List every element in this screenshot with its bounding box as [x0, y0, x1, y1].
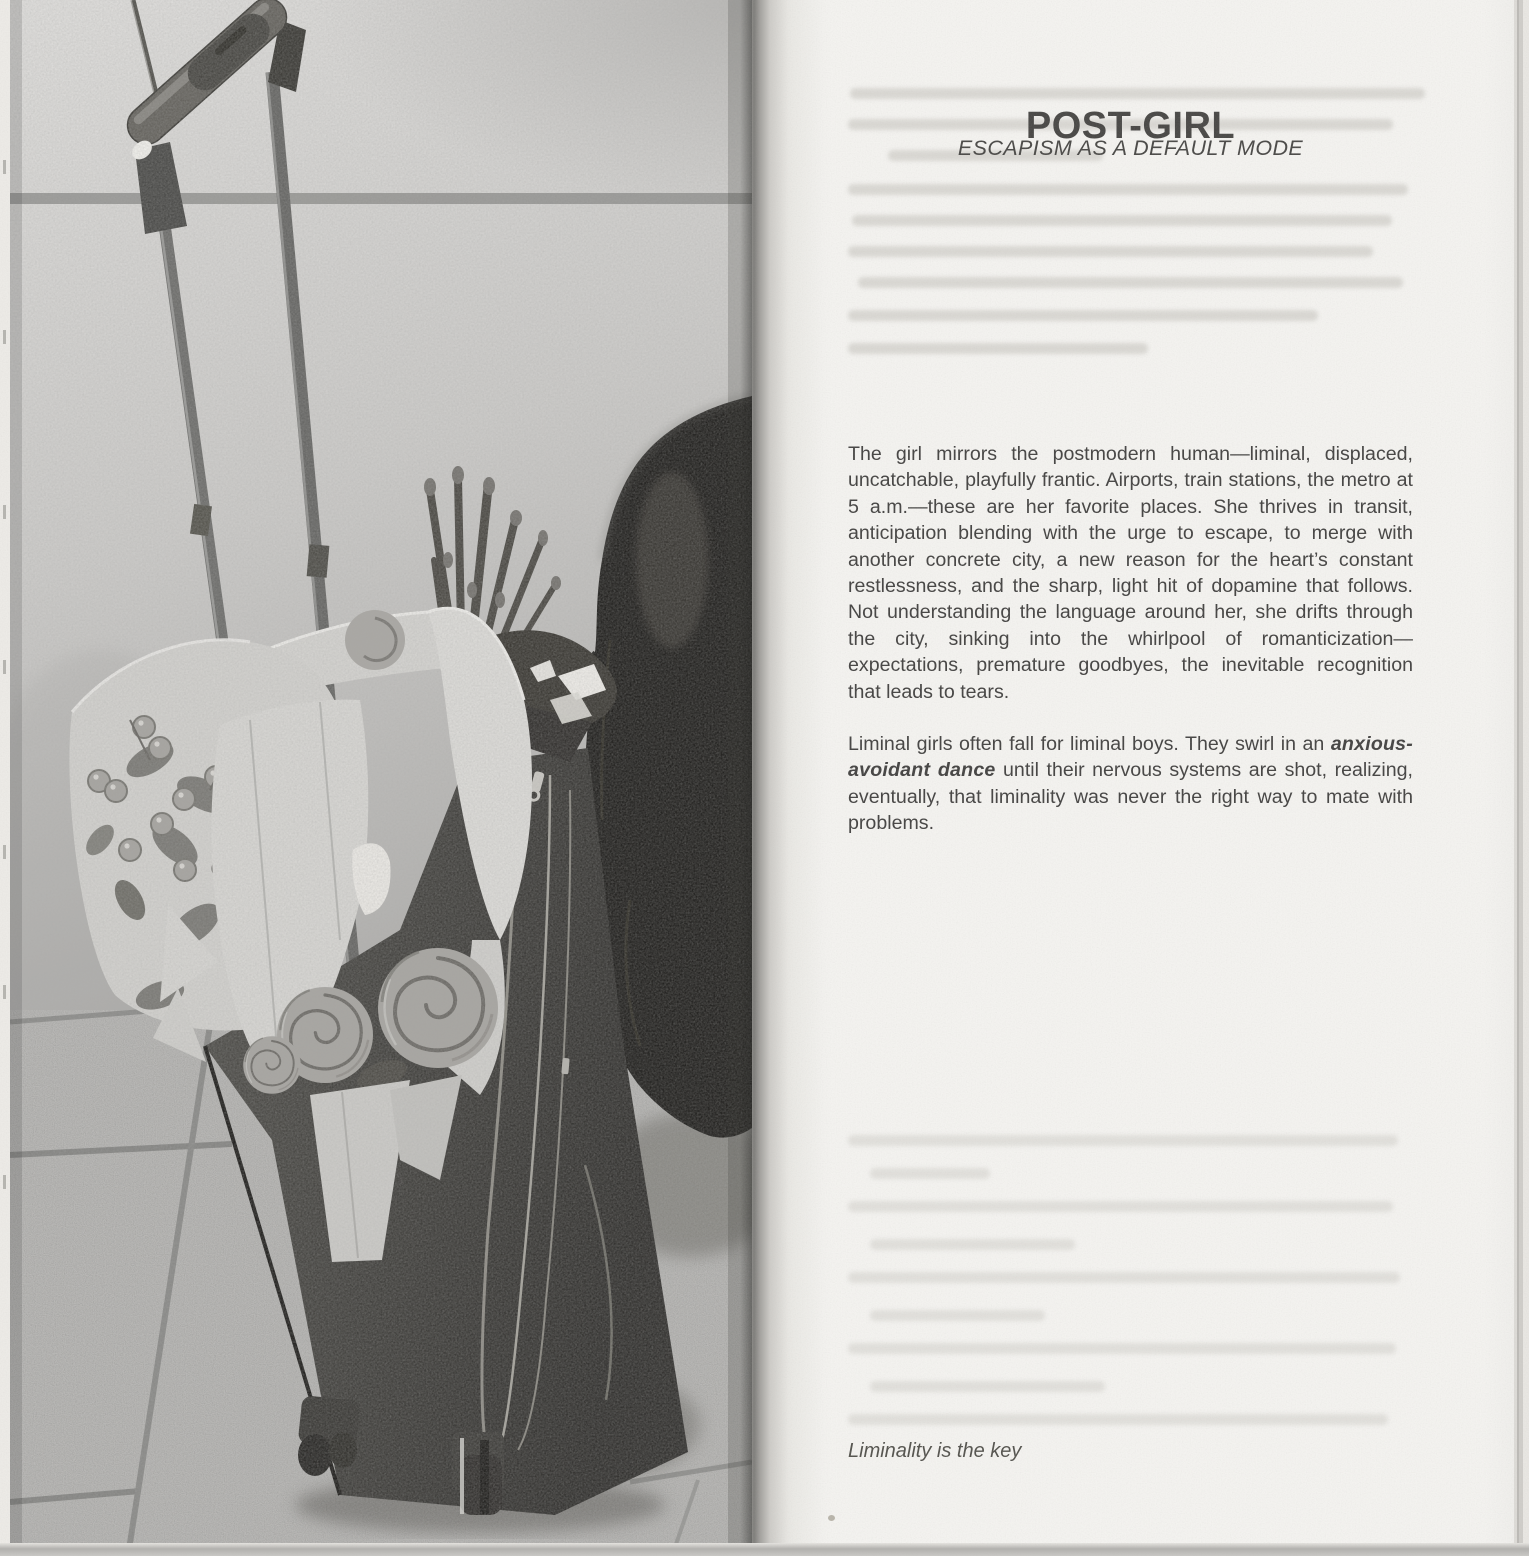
closing-line: Liminality is the key — [848, 1440, 1022, 1462]
chapter-title: POST-GIRL — [1025, 105, 1236, 148]
scan-edge-bottom — [0, 1543, 1529, 1556]
right-page — [752, 0, 1514, 1556]
bleed-through-list — [848, 1135, 1448, 1435]
emphasis-anxious-avoidant-dance: anxious-avoidant dance — [848, 733, 1413, 782]
photo-suitcase-bouquet — [10, 0, 752, 1556]
paragraph-2-start: Liminal girls often fall for liminal boys. They swirl in an — [848, 733, 1331, 755]
left-page — [10, 0, 752, 1556]
chapter-subtitle: ESCAPISM AS A DEFAULT MODE — [957, 136, 1304, 160]
paragraph-2-end: until their nervous systems are shot, realizing, eventually, that liminality was never the right way to mate with problems. — [848, 759, 1413, 835]
paragraph-2 — [848, 731, 1413, 837]
scan-edge-right — [1514, 0, 1529, 1556]
scan-edge-left — [0, 0, 10, 1556]
paper-speck — [828, 1515, 835, 1521]
paragraph-1: The girl mirrors the postmodern human—liminal, displaced, uncatchable, playfully frantic. Airports, train stations, the metro at 5 a.m.—these are her favorite places. She thrives in transit, anticipation blending with the urge to escape, to merge with another concrete city, a new reason for the heart’s constant restlessness, and the sharp, light hit of dopamine that follows. Not understanding the language around her, she drifts through the city, sinking into the whirlpool of romanticization—expectations, premature goodbyes, the inevitable recognition that leads to tears. — [848, 443, 1413, 703]
